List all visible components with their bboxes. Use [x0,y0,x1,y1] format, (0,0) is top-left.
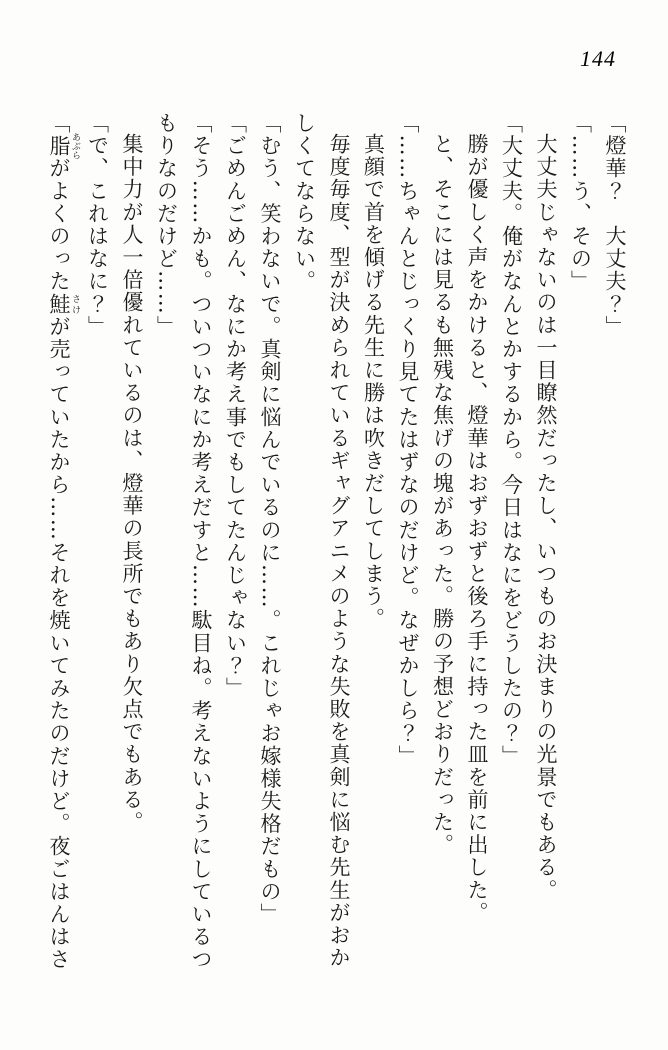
paragraph: 「ごめんごめん、なにか考え事でもしてたんじゃない？」 [223,112,248,700]
paragraph: 「燈華？ 大丈夫？」 [603,112,627,338]
paragraph: 集中力が人一倍優れているのは、燈華の長所でもあり欠点でもある。 [120,133,144,834]
paragraph: 毎度毎度、型が決められているギャグアニメのような失敗を真剣に悩む先生がおかしくてならない。 [292,112,351,970]
paragraph: 「……ちゃんとじっくり見てたはずなのだけど。なぜかしら？」 [396,112,420,768]
page-number: 144 [580,46,616,71]
page-text [42,112,633,984]
ruby-annotated-kanji: 脂 あぶら [47,132,80,160]
paragraph: 勝が優しく声をかけると、燈華はおずおずと後ろ手に持った皿を前に出した。 [465,133,489,924]
paragraph: と、そこには見るも無残な焦げの塊があった。勝の予想どおりだった。 [430,133,455,857]
paragraph: 「……う、その」 [568,112,593,293]
paragraph: 「むう、笑わないで。真剣に悩んでいるのに……。これじゃお嫁様失格だもの」 [258,112,282,926]
paragraph: 「そう……かも。ついついなにか考えだすと……駄目ね。考えないようにしているつもりなのだけど……」 [154,112,213,971]
ruby-annotated-kanji: 鮭 さけ [47,292,80,316]
paragraph: 「脂 あぶらがよくのった鮭 さけが売っていたから……それを焼いてみたのだけど。夜ごはんはさ [47,112,80,971]
paragraph: 「大丈夫。俺がなんとかするから。今日はなにをどうしたの？」 [499,112,524,768]
paragraph: 「で、これはなに？」 [85,112,110,338]
paragraph: 真顔で首を傾げる先生に勝は吹きだしてしまう。 [361,133,386,631]
paragraph: 大丈夫じゃないのは一目瞭然だったし、いつものお決まりの光景でもある。 [534,133,558,902]
